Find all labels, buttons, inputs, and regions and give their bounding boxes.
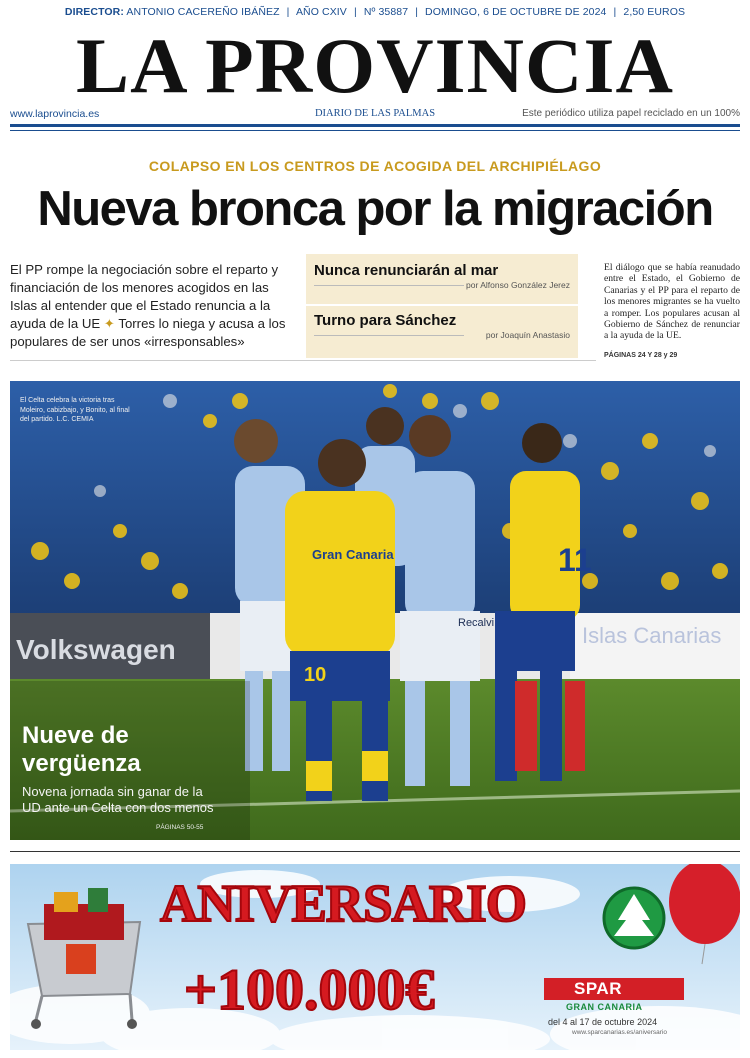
masthead-title: LA PROVINCIA xyxy=(76,22,674,109)
ad-title: ANIVERSARIO xyxy=(160,875,526,933)
masthead-rule-thick xyxy=(10,124,740,127)
opinion-divider xyxy=(306,304,578,306)
main-headline[interactable]: Nueva bronca por la migración xyxy=(37,182,713,236)
opinion-title: Nunca renunciarán al mar xyxy=(314,262,499,279)
photo-caption-text: El Celta celebra la victoria tras Moleiro, cabizbajo, y Bonito, al final del partido. xyxy=(20,397,130,423)
website-link[interactable]: www.laprovincia.es xyxy=(10,108,100,120)
edition-price: 2,50 EUROS xyxy=(623,6,686,18)
banner-right-text: Islas Canarias xyxy=(582,623,722,648)
section-divider xyxy=(10,360,596,361)
lead-text-part2: Torres lo niega y acusa a los populares de ser unos «irresponsables» xyxy=(10,316,286,349)
director-name: ANTONIO CACEREÑO IBÁÑEZ xyxy=(126,6,280,18)
masthead-rule-thin xyxy=(10,130,740,131)
opinion-byline: por Alfonso González Jerez xyxy=(466,280,570,290)
shirt-number: 10 xyxy=(304,664,327,686)
ad-amount: +100.000€ xyxy=(184,957,435,1022)
main-story-pages: PÁGINAS 24 Y 28 y 29 xyxy=(604,352,678,359)
opinion-item[interactable] xyxy=(314,312,572,340)
lead-text-part1: El PP rompe la negociación sobre el reparto y financiación de los menores acogidos en las Islas al entender que el Estado renuncia a la ayuda de la UE xyxy=(10,262,279,331)
edition-year: AÑO CXIV xyxy=(295,6,347,18)
main-story-lead xyxy=(10,261,296,351)
opinion-byline: por Joaquín Anastasio xyxy=(485,330,570,340)
opinion-title: Turno para Sánchez xyxy=(314,312,457,329)
shirt-sponsor-text: Gran Canaria xyxy=(312,547,394,562)
celta-sponsor-text: Recalvi xyxy=(458,617,495,629)
edition-number: Nº 35887 xyxy=(363,6,409,18)
back-number: 11 xyxy=(558,542,592,578)
photo-headline-line2: vergüenza xyxy=(22,750,141,777)
ad-divider xyxy=(10,851,740,852)
newspaper-subtitle: DIARIO DE LAS PALMAS xyxy=(314,108,436,119)
photo-pages: PÁGINAS 50-55 xyxy=(156,824,204,831)
opinion-item[interactable] xyxy=(314,262,572,290)
photo-headline[interactable] xyxy=(22,722,222,778)
spar-brand-sub: GRAN CANARIA xyxy=(566,1002,643,1012)
masthead-underbar xyxy=(10,108,740,120)
diamond-icon: ✦ xyxy=(103,316,115,331)
ad-dates: del 4 al 17 de octubre 2024 xyxy=(548,1017,658,1027)
photo-headline-line1: Nueve de xyxy=(22,722,129,749)
photo-credit: L.C. CEMIA xyxy=(56,416,94,423)
director-label: DIRECTOR: xyxy=(64,6,124,18)
recycled-paper-note: Este periódico utiliza papel reciclado en un 100% xyxy=(522,108,740,119)
ad-website[interactable]: www.sparcanarias.es/aniversario xyxy=(572,1029,668,1036)
main-story-side-text: El diálogo que se había reanudado entre el Estado, el Gobierno de Canarias y el PP para el reparto de los menores migrantes se ha vuelto a romper. Los populares acusan al Gobierno de Sánchez de renunciar a la ayuda de la UE. xyxy=(604,262,740,342)
photo-subhead: Novena jornada sin ganar de la UD ante un Celta con dos menos xyxy=(22,784,214,815)
opinion-box xyxy=(306,254,578,358)
main-story-kicker: COLAPSO EN LOS CENTROS DE ACOGIDA DEL ARCHIPIÉLAGO xyxy=(148,158,602,174)
spar-tree-logo-icon xyxy=(604,888,664,948)
photo-caption xyxy=(20,396,130,425)
edition-info-line: DIRECTOR: ANTONIO CACEREÑO IBÁÑEZ | AÑO CXIV | Nº 35887 | DOMINGO, 6 DE OCTUBRE DE 2024 | 2,50 EUROS xyxy=(64,6,686,18)
banner-text: Volkswagen xyxy=(16,634,176,665)
edition-date: DOMINGO, 6 DE OCTUBRE DE 2024 xyxy=(425,6,607,18)
spar-brand: SPAR xyxy=(544,978,684,1000)
